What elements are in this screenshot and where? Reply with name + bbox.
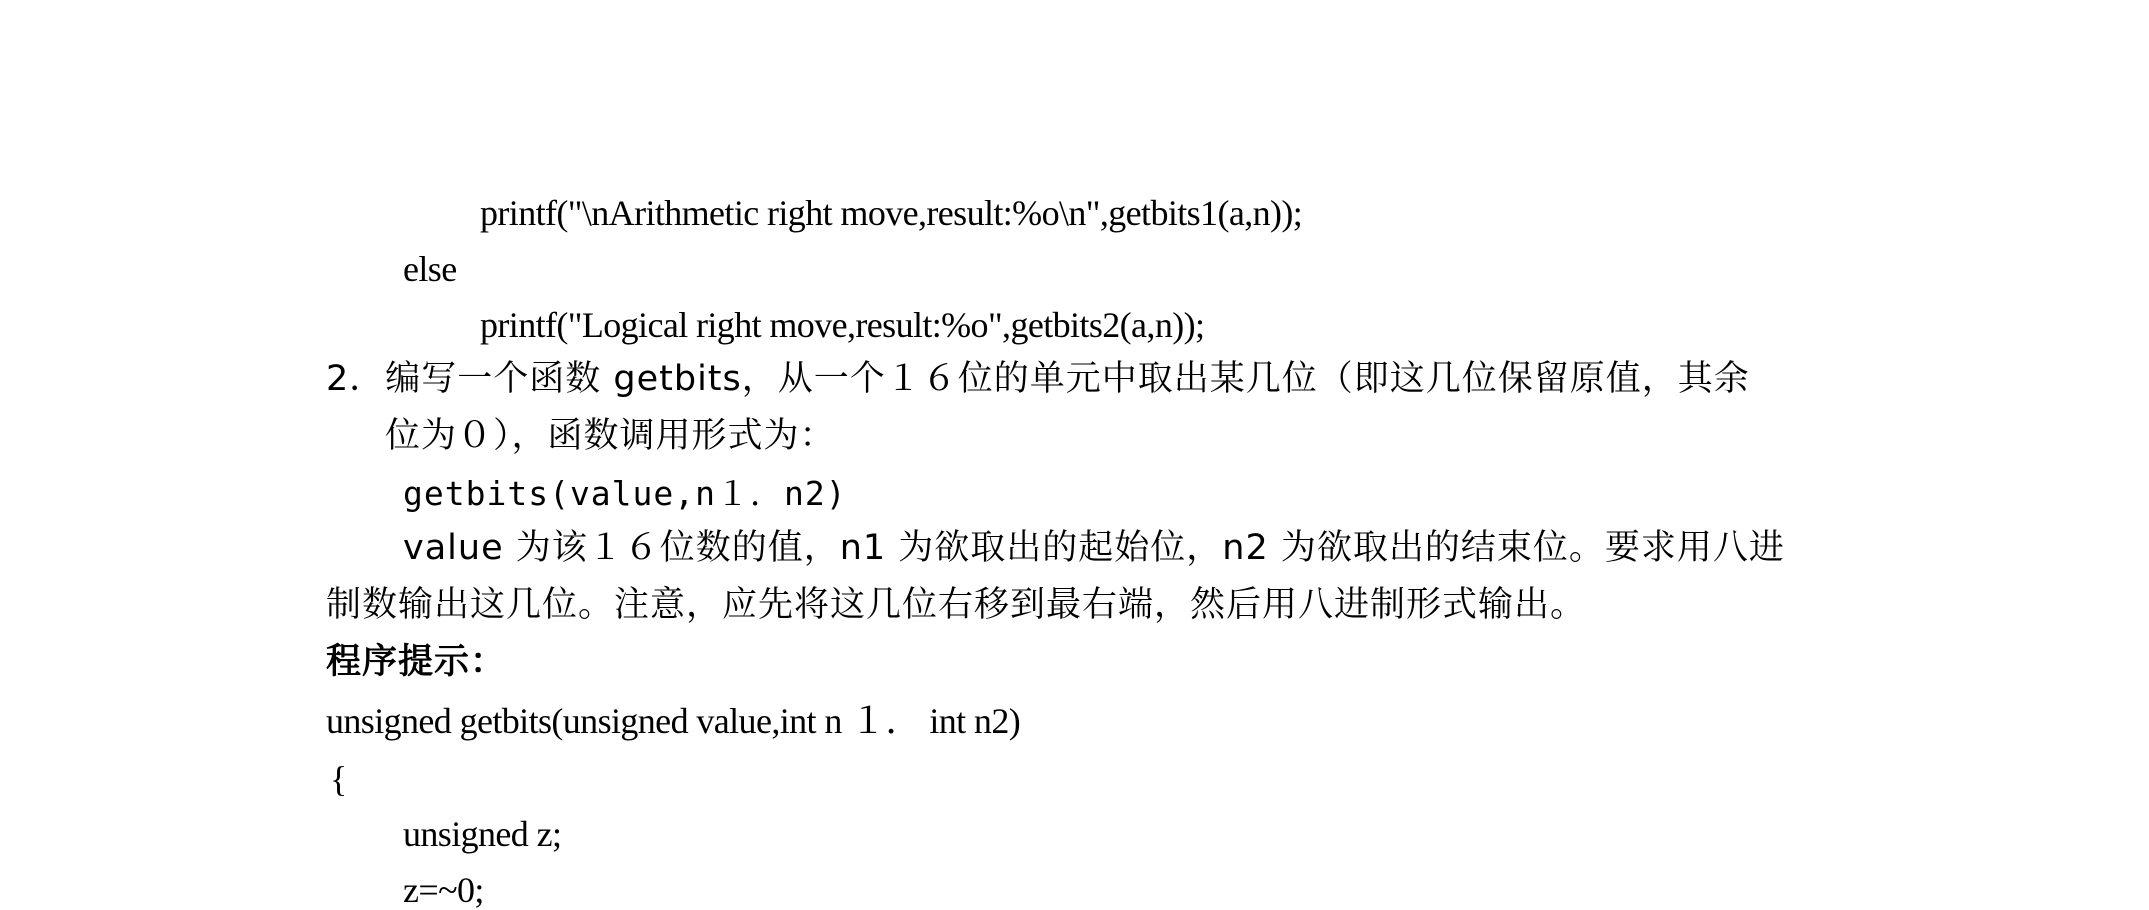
description-line-1: value 为该１６位数的值，n1 为欲取出的起始位，n2 为欲取出的结束位。要求用八进 bbox=[403, 528, 1785, 568]
code-line-assign-z: z=~0; bbox=[403, 870, 484, 910]
code-line-printf-arithmetic: printf("\nArithmetic right move,result:%o\n",getbits1(a,n)); bbox=[480, 193, 1303, 233]
description-line-2: 制数输出这几位。注意，应先将这几位右移到最右端，然后用八进制形式输出。 bbox=[326, 585, 1587, 625]
program-hint-heading: 程序提示： bbox=[326, 642, 507, 682]
code-line-else: else bbox=[403, 249, 457, 289]
code-line-function-signature: unsigned getbits(unsigned value,int n １． int n2) bbox=[326, 701, 1021, 741]
problem-2-text-line-2: 位为０），函数调用形式为： bbox=[385, 416, 836, 456]
problem-2-text-line-1: 2．编写一个函数 getbits，从一个１６位的单元中取出某几位（即这几位保留原值，其余 bbox=[326, 359, 1750, 399]
function-call-form: getbits(value,n１．n2) bbox=[403, 474, 847, 513]
code-line-declare-z: unsigned z; bbox=[403, 814, 562, 854]
code-line-open-brace: { bbox=[330, 759, 347, 799]
code-line-printf-logical: printf("Logical right move,result:%o",getbits2(a,n)); bbox=[480, 305, 1205, 345]
